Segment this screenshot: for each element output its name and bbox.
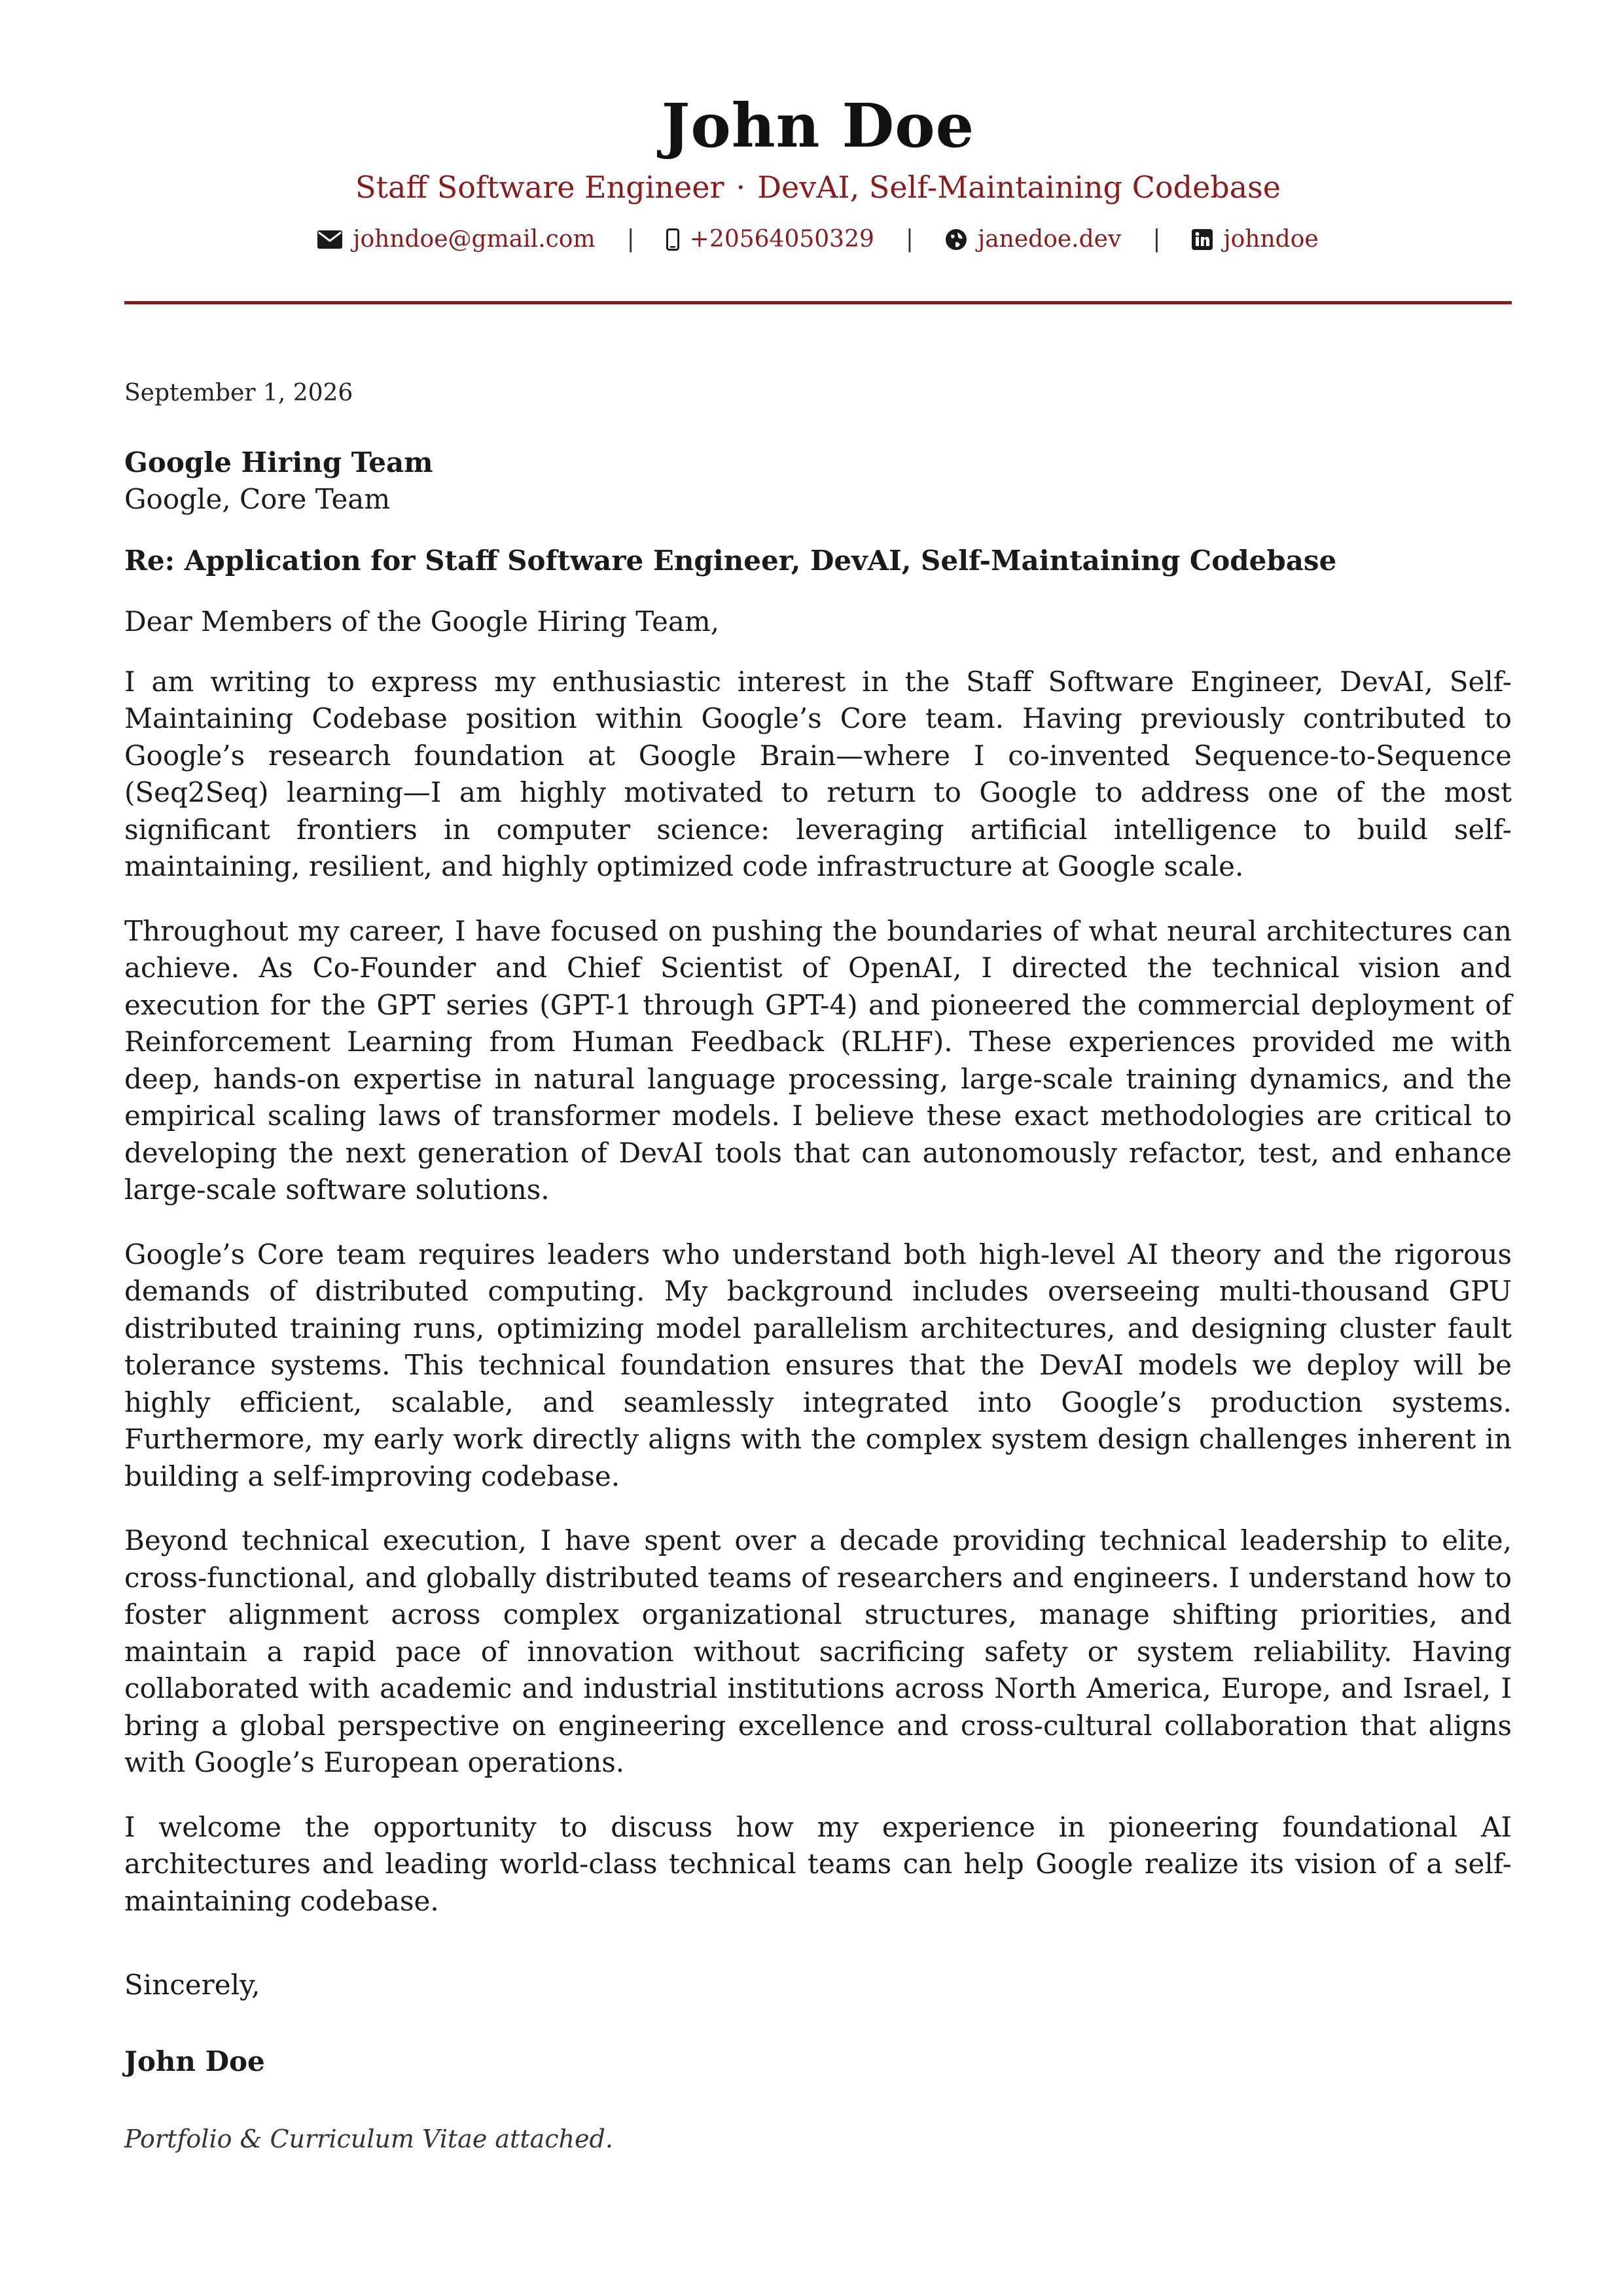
recipient-organization: Google, Core Team xyxy=(124,483,391,516)
body-paragraph: Throughout my career, I have focused on pushing the boundaries of what neural architectures can achieve. As Co-Founder and Chief Scientist of OpenAI, I directed the technical vision and execution for the GPT series (GPT-1 through GPT-4) and pioneered the commercial deployment of Reinforcement Learning from Human Feedback (RLHF). These experiences provided me with deep, hands-on expertise in natural language processing, large-scale training dynamics, and the empirical scaling laws of transformer models. I believe these exact methodologies are critical to developing the next generation of DevAI tools that can autonomously refactor, test, and enhance large-scale software solutions. xyxy=(124,914,1512,1206)
globe-icon xyxy=(945,228,967,251)
body-paragraph: I welcome the opportunity to discuss how my experience in pioneering foundational AI architectures and leading world-class technical teams can help Google realize its vision of a self-maintaining codebase. xyxy=(124,1810,1512,1917)
job-title-line xyxy=(124,170,1512,206)
contact-divider: | xyxy=(905,226,914,253)
recipient-name: Google Hiring Team xyxy=(124,446,433,478)
phone-link[interactable]: +20564050329 xyxy=(689,226,874,253)
email-link[interactable]: johndoe@gmail.com xyxy=(353,226,596,253)
contact-linkedin[interactable] xyxy=(1192,225,1318,253)
attachment-note: Portfolio & Curriculum Vitae attached. xyxy=(124,2125,613,2154)
contact-bar xyxy=(124,225,1512,253)
cover-letter-page xyxy=(124,0,1512,2153)
letter-date: September 1, 2026 xyxy=(124,379,353,406)
letter-header xyxy=(124,0,1512,304)
applicant-name: John Doe xyxy=(661,90,975,161)
body-paragraph: I am writing to express my enthusiastic interest in the Staff Software Engineer, DevAI, Self-Maintaining Codebase position within Google’s Core team. Having previously contributed to Google’s research foundation at Google Brain—where I co-invented Sequence-to-Sequence (Seq2Seq) learning—I am highly motivated to return to Google to address one of the most significant frontiers in computer science: leveraging artificial intelligence to build self-maintaining, resilient, and highly optimized code infrastructure at Google scale. xyxy=(124,665,1512,883)
closing: Sincerely, xyxy=(124,1969,260,2001)
contact-phone[interactable] xyxy=(666,225,874,253)
body-paragraph: Beyond technical execution, I have spent over a decade providing technical leadership to elite, cross-functional, and globally distributed teams of researchers and engineers. I understand how to foster alignment across complex organizational structures, manage shifting priorities, and maintain a rapid pace of innovation without sacrificing safety or system reliability. Having collaborated with academic and industrial institutions across North America, Europe, and Israel, I bring a global perspective on engineering excellence and cross-cultural collaboration that aligns with Google’s European operations. xyxy=(124,1524,1512,1779)
contact-divider: | xyxy=(626,226,635,253)
website-link[interactable]: janedoe.dev xyxy=(978,226,1122,253)
mobile-phone-icon xyxy=(666,228,679,251)
contact-website[interactable] xyxy=(945,225,1121,253)
linkedin-link[interactable]: johndoe xyxy=(1223,226,1319,253)
title-separator: · xyxy=(736,170,746,206)
job-focus: DevAI, Self-Maintaining Codebase xyxy=(757,170,1281,206)
envelope-icon xyxy=(317,230,342,249)
signature-name: John Doe xyxy=(124,2045,265,2078)
linkedin-icon xyxy=(1192,229,1213,250)
header-divider-line xyxy=(124,301,1512,304)
recipient-block xyxy=(124,444,1512,518)
contact-divider: | xyxy=(1152,226,1161,253)
job-title: Staff Software Engineer xyxy=(355,170,724,206)
body-paragraph: Google’s Core team requires leaders who understand both high-level AI theory and the rigorous demands of distributed computing. My background includes overseeing multi-thousand GPU distributed training runs, optimizing model parallelism architectures, and designing cluster fault tolerance systems. This technical foundation ensures that the DevAI models we deploy will be highly efficient, scalable, and seamlessly integrated into Google’s production systems. Furthermore, my early work directly aligns with the complex system design challenges inherent in building a self-improving codebase. xyxy=(124,1238,1512,1492)
contact-email[interactable] xyxy=(317,225,595,253)
subject-line: Re: Application for Staff Software Engineer, DevAI, Self-Maintaining Codebase xyxy=(124,544,1337,577)
salutation: Dear Members of the Google Hiring Team, xyxy=(124,605,720,637)
